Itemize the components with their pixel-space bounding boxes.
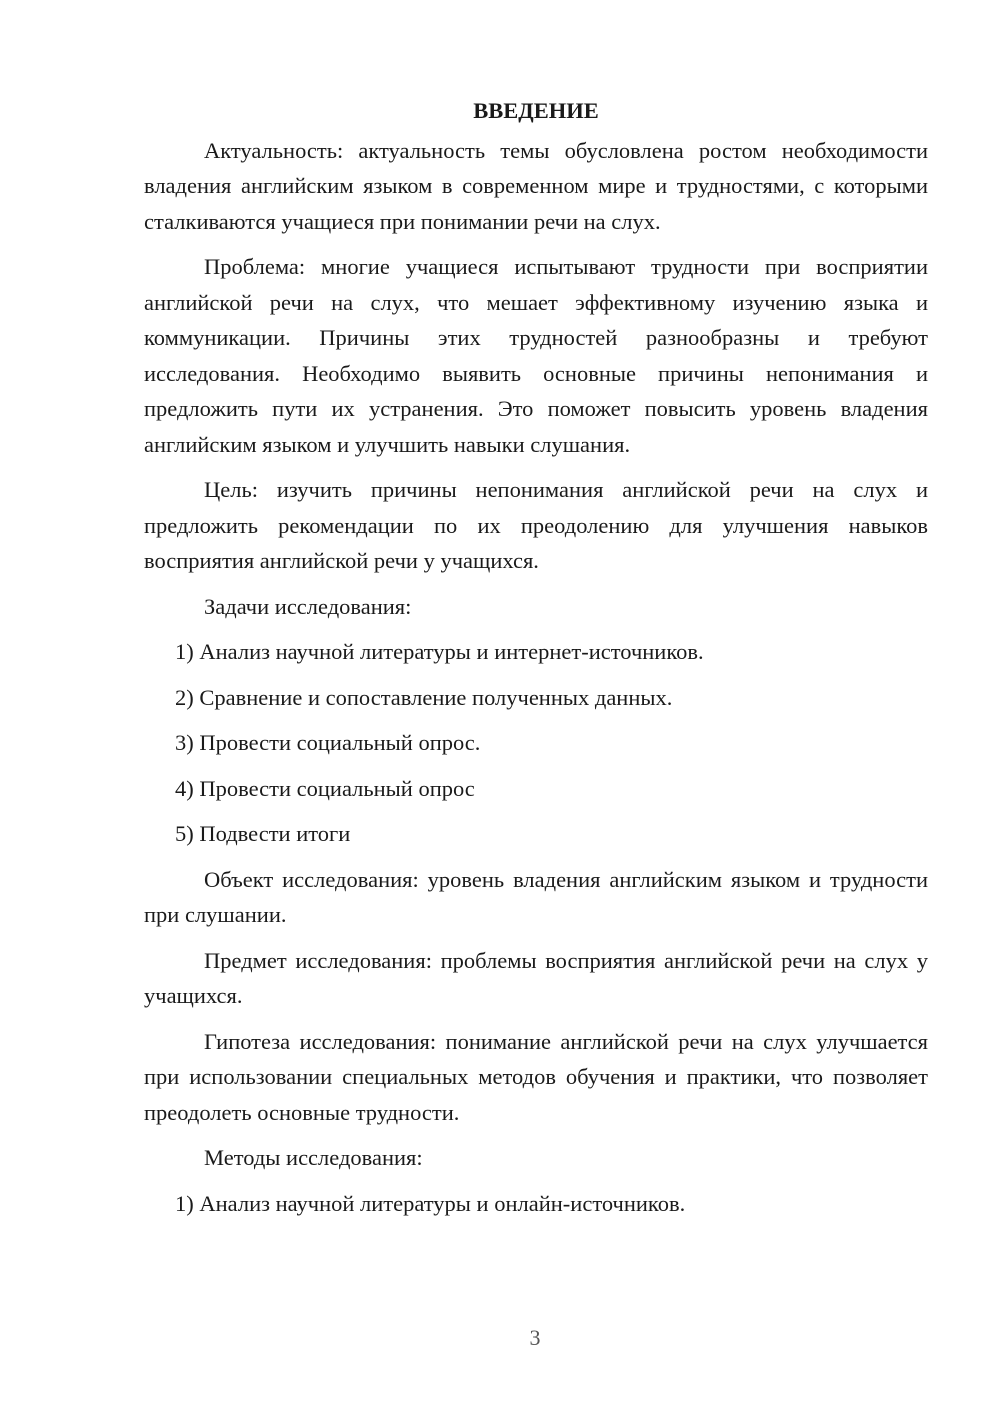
paragraph-subject: Предмет исследования: проблемы восприятия английской речи на слух у учащихся. (144, 947, 928, 1008)
section-title: ВВЕДЕНИЕ (473, 98, 599, 123)
task-item: 5) Подвести итоги (175, 821, 351, 846)
task-item: 3) Провести социальный опрос. (175, 730, 481, 755)
tasks-heading: Задачи исследования: (204, 593, 412, 619)
methods-heading: Методы исследования: (204, 1145, 423, 1170)
paragraph-actuality: Актуальность: актуальность темы обусловлена ростом необходимости владения английским языком в современном мире и трудностями, с которыми сталкиваются учащиеся при понимании речи на слух. (144, 137, 928, 234)
page-number: 3 (529, 1325, 541, 1350)
paragraph-problem: Проблема: многие учащиеся испытывают трудности при восприятии английской речи на слух, что мешает эффективному изучению языка и коммуникации. Причины этих трудностей разнообразны и требуют исследования. Необходимо выявить основные причины непонимания и предложить пути их устранения. Это поможет повысить уровень владения английским языком и улучшить навыки слушания. (144, 254, 928, 457)
task-item: 1) Анализ научной литературы и интернет-источников. (175, 639, 704, 664)
task-item: 2) Сравнение и сопоставление полученных данных. (175, 684, 673, 710)
method-item: 1) Анализ научной литературы и онлайн-источников. (175, 1190, 686, 1216)
paragraph-object: Объект исследования: уровень владения английским языком и трудности при слушании. (144, 866, 928, 927)
task-item: 4) Провести социальный опрос (175, 775, 475, 801)
paragraph-hypothesis: Гипотеза исследования: понимание английской речи на слух улучшается при использовании специальных методов обучения и практики, что позволяет преодолеть основные трудности. (144, 1028, 928, 1125)
paragraph-goal: Цель: изучить причины непонимания английской речи на слух и предложить рекомендации по их преодолению для улучшения навыков восприятия английской речи у учащихся. (144, 477, 928, 573)
page-content (144, 93, 928, 1231)
